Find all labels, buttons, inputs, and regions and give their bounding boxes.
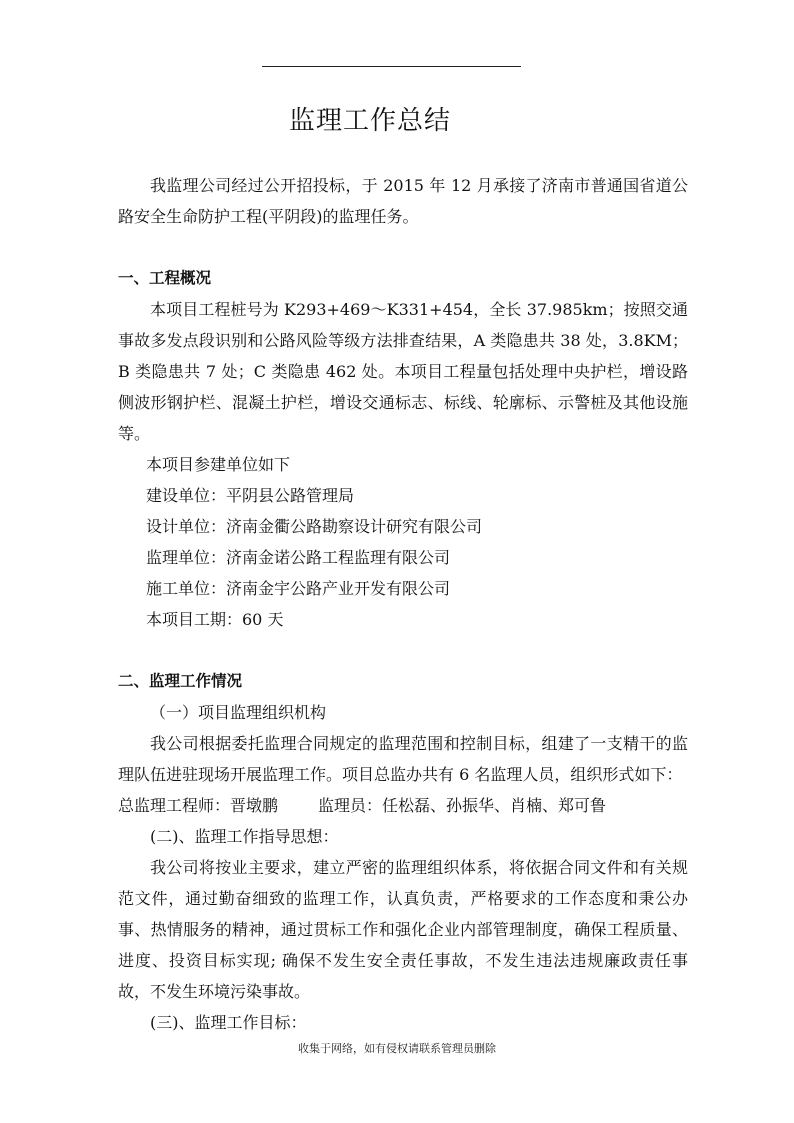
guiding-paragraph: 我公司将按业主要求，建立严密的监理组织体系，将依据合同文件和有关规范文件，通过勤奋细致的监理工作，认真负责，严格要求的工作态度和秉公办事、热情服务的精神，通过贯标工作和强化企业内部管理制度，确保工程质量、进度、投资目标实现; 确保不发生安全责任事故，不发生违法违规廉政责任事故，不发生环境污染事故。 xyxy=(118,858,688,1001)
overview-paragraph: 本项目工程桩号为 K293+469～K331+454，全长 37.985km；按照交通事故多发点段识别和公路风险等级方法排查结果，A 类隐患共 38 处，3.8KM；B 类隐患共 7 处；C 类隐患 462 处。本项目工程量包括处理中央护栏，增设路侧波形钢护栏、混凝土护栏，增设交通标志、标线、轮廓标、示警桩及其他设施等。 xyxy=(118,300,688,443)
intro-paragraph: 我监理公司经过公开招投标，于 2015 年 12 月承接了济南市普通国省道公路安全生命防护工程(平阴段)的监理任务。 xyxy=(118,176,688,226)
organization-paragraph: 我公司根据委托监理合同规定的监理范围和控制目标，组建了一支精干的监理队伍进驻现场开展监理工作。项目总监办共有 6 名监理人员，组织形式如下： xyxy=(118,734,688,784)
spacer xyxy=(118,232,688,263)
section-heading-supervision: 二、监理工作情况 xyxy=(118,672,243,690)
supervisors: 监理员：任松磊、孙振华、肖楠、郑可鲁 xyxy=(318,796,607,815)
subsection-title-organization: （一）项目监理组织机构 xyxy=(150,703,327,722)
header-rule xyxy=(262,66,521,67)
page-footer: 收集于网络，如有侵权请联系管理员删除 xyxy=(298,1042,496,1055)
section-heading-overview: 一、工程概况 xyxy=(118,269,212,287)
design-unit: 设计单位：济南金衢公路勘察设计研究有限公司 xyxy=(146,517,483,536)
document-title xyxy=(0,100,740,137)
construction-unit: 建设单位：平阴县公路管理局 xyxy=(146,486,355,505)
subsection-title-goals: (三)、监理工作目标： xyxy=(150,1013,307,1032)
staff-line xyxy=(118,790,688,821)
spacer xyxy=(118,635,688,666)
units-intro: 本项目参建单位如下 xyxy=(146,455,291,474)
document-title-text: 监理工作总结 xyxy=(288,106,451,136)
chief-engineer: 总监理工程师：晋墩鹏 xyxy=(118,796,279,815)
project-duration: 本项目工期：60 天 xyxy=(146,610,284,629)
builder-unit: 施工单位：济南金宇公路产业开发有限公司 xyxy=(146,579,451,598)
subsection-title-guiding: (二)、监理工作指导思想： xyxy=(150,827,339,846)
supervision-unit: 监理单位：济南金诺公路工程监理有限公司 xyxy=(146,548,451,567)
document-body xyxy=(118,170,688,1038)
